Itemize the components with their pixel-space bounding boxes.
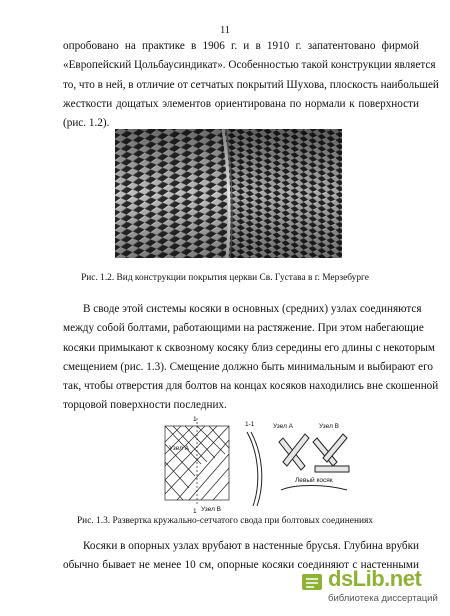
church-roof-lattice-photo [115,129,342,258]
text-line: торцовой поверхности последних. [63,399,227,412]
lattice-grid [165,418,229,506]
figure-1-3-caption: Рис. 1.3. Развертка кружально-сетчатого свода при болтовых соединениях [76,516,374,526]
watermark-subtitle: библиотека диссертаций [328,593,438,604]
label-node-a-left: Узел А [169,445,190,452]
text-line: то, что в ней, в отличие от сетчатых покрытий Шухова, плоскость наибольшей [63,78,439,91]
page-number: 11 [219,25,231,36]
text-line: так, чтобы отверстия для болтов на концах косяков находились вне скошенной [63,380,439,393]
text-line: опробовано на практике в 1906 г. и в 1910 г. запатентовано фирмой [63,40,419,52]
label-one-top: 1 [193,416,197,423]
text-line: «Европейский Цольбаусиндикат». Особенностью такой конструкции является [63,59,436,72]
lattice-vault-diagram [155,414,355,514]
dslib-logo-icon [300,570,324,594]
label-node-a-right: Узел А [273,423,294,430]
node-a-detail [279,434,309,470]
section-1-1 [247,432,262,506]
node-b-detail [313,434,349,472]
label-left-kosyak: Левый косяк [295,477,333,484]
watermark-title: dsLib.net [328,566,422,591]
paragraph-2 [63,300,439,416]
text-line: смещением (рис. 1.3). Смещение должно быть минимальным и выбирают его [63,360,433,373]
text-line: В своде этой системы косяки в основных (средних) узлах соединяются [83,303,422,315]
text-line: (рис. 1.2). [63,117,110,130]
text-line: Косяки в опорных узлах врубают в настенные брусья. Глубина врубки [83,540,419,552]
label-one-bottom: 1 [193,508,197,514]
text-line: жесткости дощатых элементов ориентирована по нормали к поверхности [63,97,419,110]
text-line: обычно бывает не менее 10 см, опорные косяки соединяют с настенными [63,559,419,572]
paragraph-1 [63,37,439,133]
text-line: между собой болтами, работающими на растяжение. При этом набегающие [63,322,424,335]
dslib-watermark[interactable] [300,564,440,610]
label-section: 1-1 [245,421,255,428]
label-node-b-left: Узел В [201,506,222,513]
label-node-b-right: Узел В [319,423,340,430]
text-line: косяки примыкают к сквозному косяку близ середины его длины с некоторым [63,341,436,354]
figure-1-2-caption: Рис. 1.2. Вид конструкции покрытия церкви Св. Густава в г. Мерзебурге [81,273,369,283]
